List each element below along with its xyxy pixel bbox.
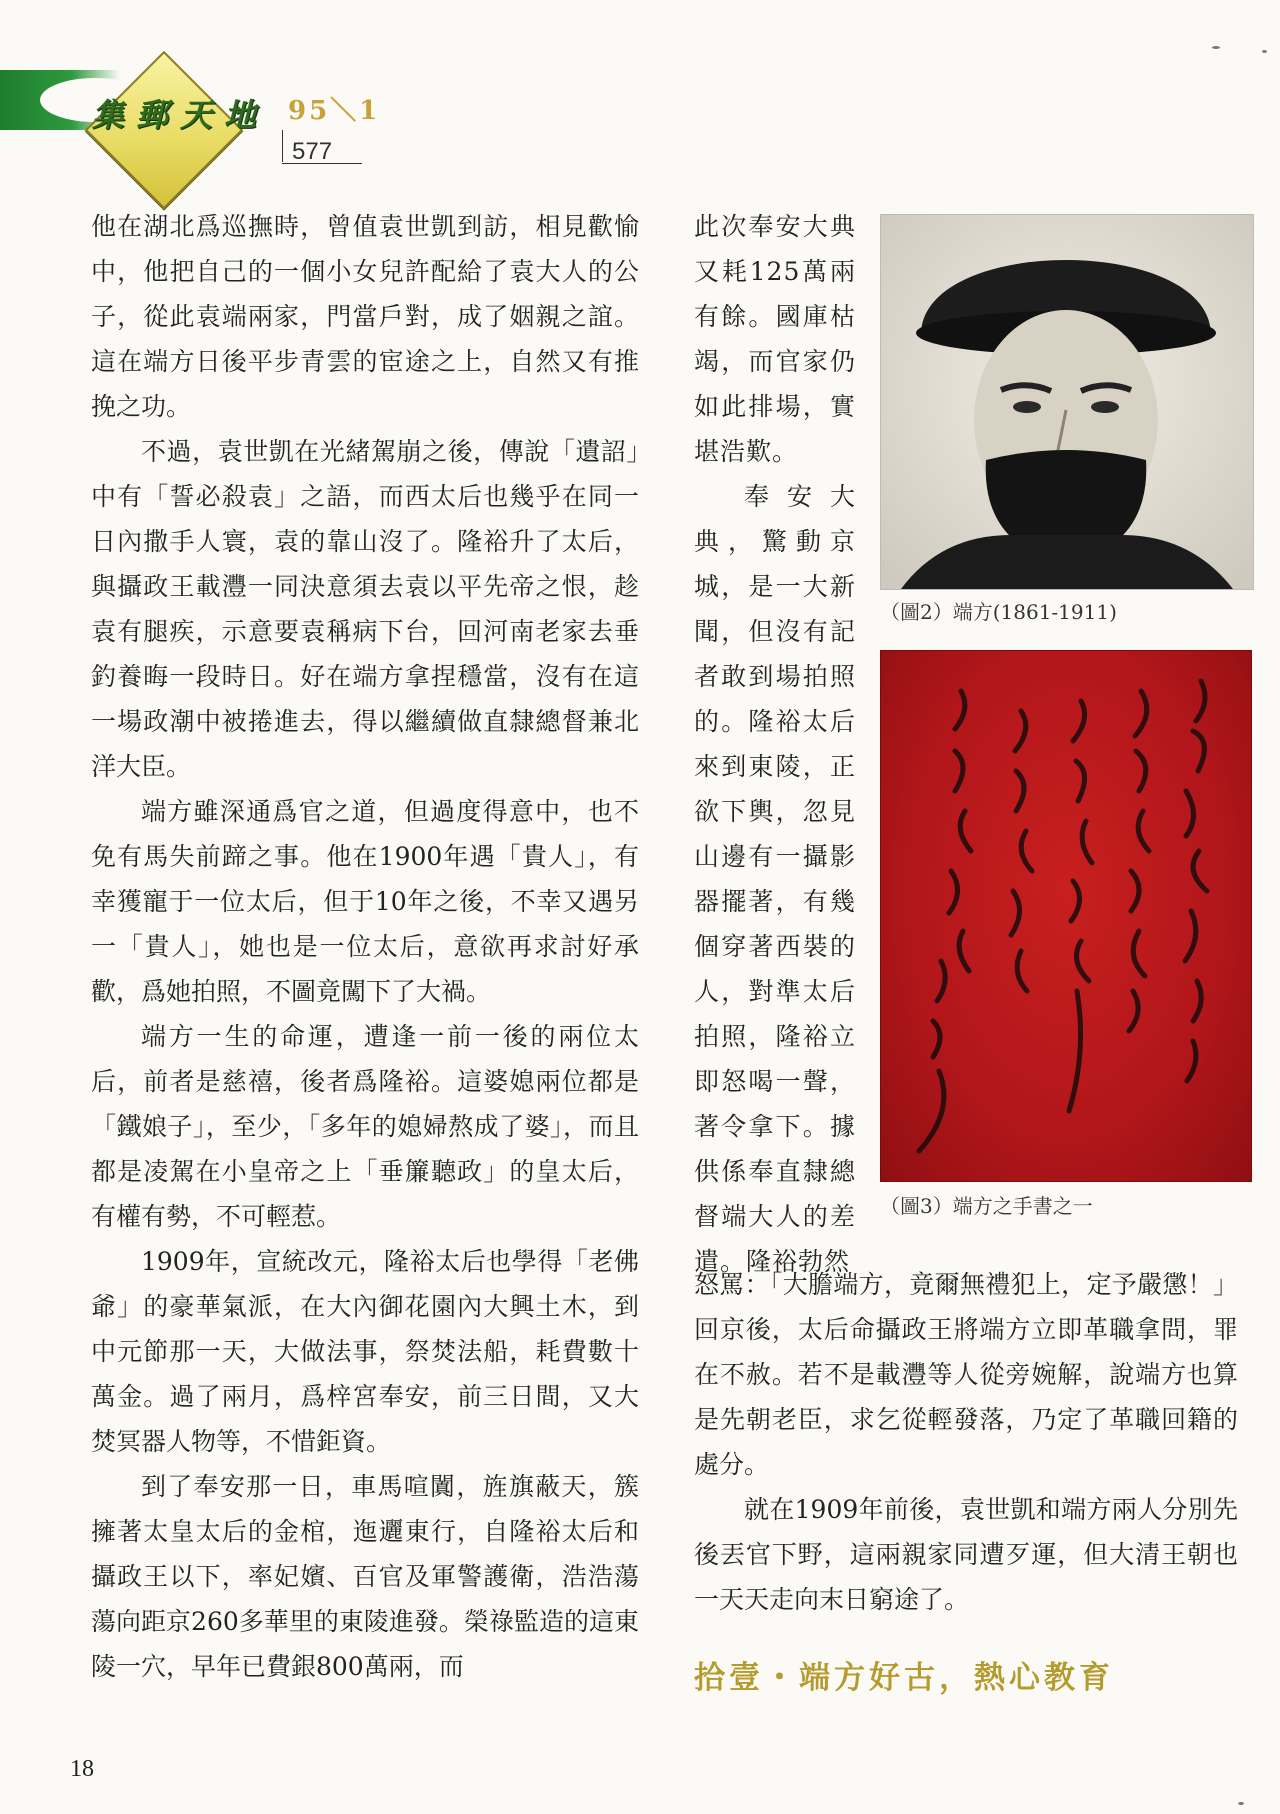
paragraph: 到了奉安那一日，車馬喧闐，旌旗蔽天，簇擁著太皇太后的金棺，迤邐東行，自隆裕太后和攝政王以下，率妃嬪、百官及軍警護衛，浩浩蕩蕩向距京260多華里的東陵進發。榮祿監造的這東陵一穴，早年已費銀800萬兩，而 <box>91 1472 639 1681</box>
paragraph: 1909年，宣統改元，隆裕太后也學得「老佛爺」的豪華氣派，在大內御花園內大興土木，到中元節那一天，大做法事，祭焚法船，耗費數十萬金。過了兩月，爲梓宮奉安，前三日間，又大焚冥器人物等，不惜鉅資。 <box>91 1247 639 1456</box>
paragraph: 奉安大典，驚動京城，是一大新聞，但沒有記者敢到場拍照的。隆裕太后來到東陵，正欲下輿，忽見山邊有一攝影器擺著，有幾個穿著西裝的人，對準太后拍照，隆裕立即怒喝一聲，著令拿下。據供係奉直隸總督端大人的差遣。隆裕勃然 <box>694 482 856 1276</box>
paragraph: 端方雖深通爲官之道，但過度得意中，也不免有馬失前蹄之事。他在1900年遇「貴人」，有幸獲寵于一位太后，但于10年之後，不幸又遇另一「貴人」，她也是一位太后，意欲再求討好承歡，爲她拍照，不圖竟闖下了大禍。 <box>91 797 639 1006</box>
page-number: 18 <box>70 1756 94 1782</box>
left-text-column <box>91 204 639 1689</box>
issue-number: 577 <box>292 138 333 165</box>
scan-speck <box>1212 46 1220 49</box>
magazine-header <box>0 60 420 170</box>
portrait-photo-duanfang <box>880 214 1254 590</box>
paragraph: 他在湖北爲巡撫時，曾值袁世凱到訪，相見歡愉中，他把自己的一個小女兒許配給了袁大人的公子，從此袁端兩家，門當戶對，成了姻親之誼。這在端方日後平步青雲的宦途之上，自然又有推挽之功。 <box>91 212 639 421</box>
issue-label: 95＼1 <box>288 96 381 126</box>
paragraph: 此次奉安大典又耗125萬兩有餘。國庫枯竭，而官家仍如此排場，實堪浩歎。 <box>694 212 856 466</box>
right-narrow-text-column <box>694 204 856 1284</box>
magazine-title: 集郵天地 <box>92 96 269 134</box>
scan-speck <box>1262 50 1267 53</box>
calligraphy-image <box>880 650 1252 1182</box>
figure-3-caption: （圖3）端方之手書之一 <box>880 1194 1093 1218</box>
paragraph: 端方一生的命運，遭逢一前一後的兩位太后，前者是慈禧，後者爲隆裕。這婆媳兩位都是「鐵娘子」，至少，「多年的媳婦熬成了婆」，而且都是凌駕在小皇帝之上「垂簾聽政」的皇太后，有權有勢，不可輕惹。 <box>91 1022 639 1231</box>
scan-speck <box>1238 1802 1244 1805</box>
right-wide-text-column <box>694 1262 1238 1622</box>
figure-2-caption: （圖2）端方(1861-1911) <box>880 600 1117 624</box>
paragraph: 就在1909年前後，袁世凱和端方兩人分別先後丟官下野，這兩親家同遭歹運，但大清王朝也一天天走向末日窮途了。 <box>694 1495 1238 1614</box>
header-rule-vertical <box>282 130 283 162</box>
paragraph: 不過，袁世凱在光緒駕崩之後，傳說「遺詔」中有「誓必殺袁」之語，而西太后也幾乎在同一日內撒手人寰，袁的靠山沒了。隆裕升了太后，與攝政王載灃一同決意須去袁以平先帝之恨，趁袁有腿疾，示意要袁稱病下台，回河南老家去垂釣養晦一段時日。好在端方拿捏穩當，沒有在這一場政潮中被捲進去，得以繼續做直隸總督兼北洋大臣。 <box>91 437 639 781</box>
paragraph: 怒罵：「大膽端方，竟爾無禮犯上，定予嚴懲！」回京後，太后命攝政王將端方立即革職拿問，罪在不赦。若不是載灃等人從旁婉解，說端方也算是先朝老臣，求乞從輕發落，乃定了革職回籍的處分。 <box>694 1270 1238 1479</box>
section-heading: 拾壹・端方好古，熱心教育 <box>694 1660 1114 1696</box>
